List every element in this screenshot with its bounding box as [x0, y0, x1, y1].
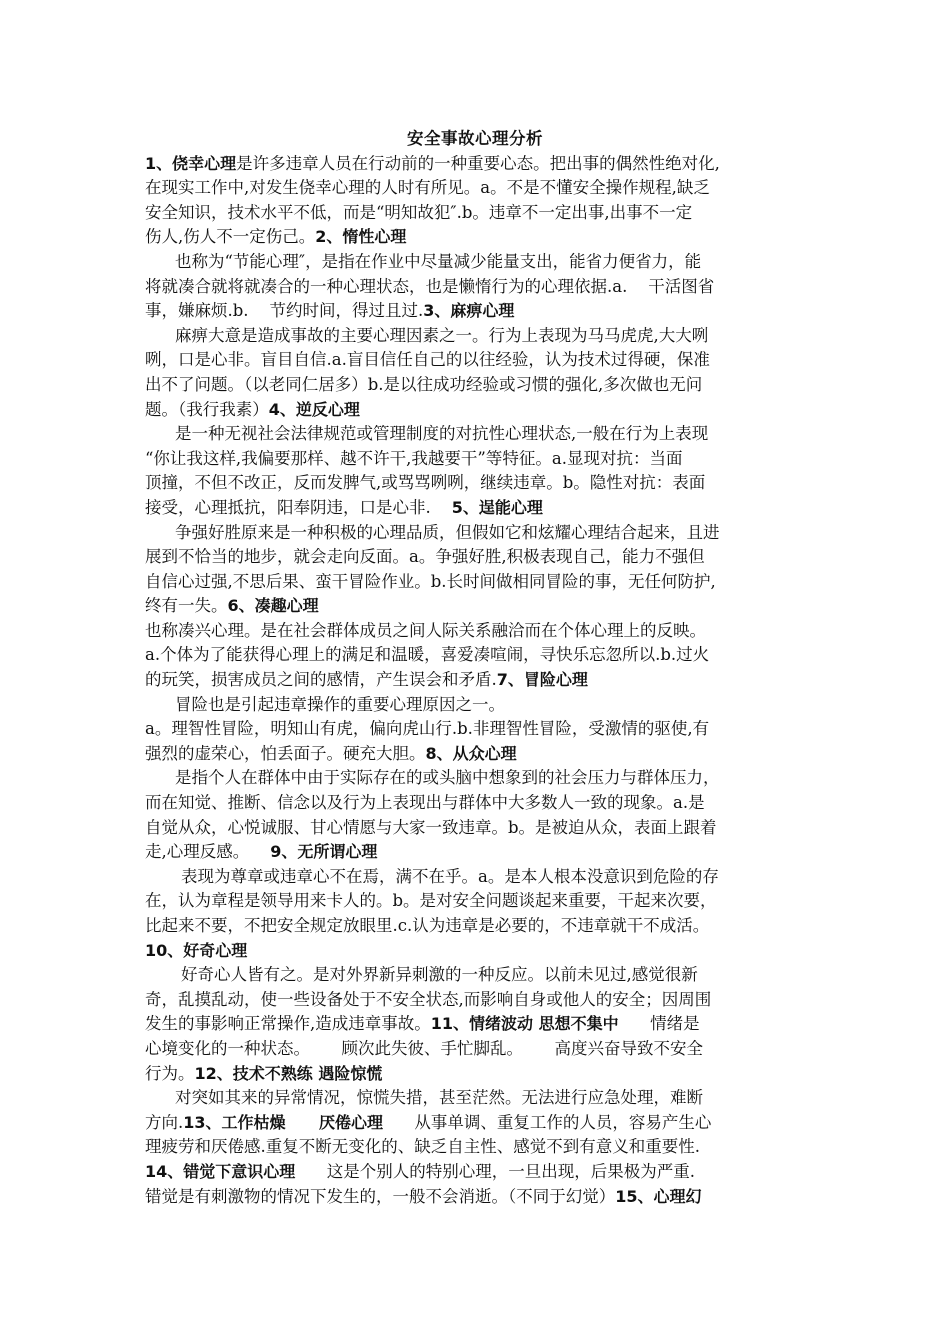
text-line [145, 299, 805, 324]
body-text: 对突如其来的异常情况，惊慌失措，甚至茫然。无法进行应急处理，难断 [175, 1088, 703, 1108]
text-line [145, 275, 805, 300]
body-text: 安全知识，技术水平不低，而是“明知故犯″.b。违章不一定出事,出事不一定 [145, 202, 693, 222]
body-text: 终有一失。 [145, 596, 228, 616]
document-title: 安全事故心理分析 [407, 129, 543, 148]
body-text: 强烈的虚荣心，怕丢面子。硬充大胆。 [145, 743, 426, 763]
text-line [145, 447, 805, 472]
section-heading: 15、心理幻 [615, 1186, 702, 1206]
text-line [145, 1062, 805, 1087]
body-text: “你让我这样,我偏要那样、越不许干,我越要干”等特征。a.显现对抗：当面 [145, 448, 683, 468]
text-line [145, 545, 805, 570]
body-text: 发生的事影响正常操作,造成违章事故。 [145, 1014, 431, 1034]
section-heading: 13、工作枯燥 厌倦心理 [183, 1112, 383, 1132]
text-line [145, 422, 805, 447]
body-text: a.个体为了能获得心理上的满足和温暖，喜爱凑喧闹，寻快乐忘忽所以.b.过火 [145, 645, 710, 665]
text-line [145, 791, 805, 816]
document-body [145, 152, 805, 1210]
text-line [145, 1111, 805, 1136]
body-text: 事，嫌麻烦.b. 节约时间，得过且过. [145, 301, 424, 321]
text-line [145, 201, 805, 226]
body-text: 行为。 [145, 1063, 195, 1083]
text-line [145, 324, 805, 349]
text-line [145, 963, 805, 988]
body-text: 咧，口是心非。盲目自信.a.盲目信任自己的以往经验，认为技术过得硬，保准 [145, 350, 710, 370]
text-line [145, 914, 805, 939]
body-text: 错觉是有刺激物的情况下发生的，一般不会消逝。（不同于幻觉） [145, 1186, 616, 1206]
body-text: a。理智性冒险，明知山有虎，偏向虎山行.b.非理智性冒险，受激情的驱使,有 [145, 719, 710, 739]
section-heading: 8、从众心理 [425, 743, 517, 763]
text-line [145, 521, 805, 546]
body-text: 好奇心人皆有之。是对外界新异刺激的一种反应。以前未见过,感觉很新 [181, 965, 698, 985]
body-text: 接受，心理抵抗，阳奉阴违，口是心非. [145, 497, 452, 517]
body-text: 这是个别人的特别心理，一旦出现，后果极为严重. [295, 1161, 695, 1181]
body-text: 也称为“节能心理″，是指在作业中尽量减少能量支出，能省力便省力，能 [175, 251, 702, 271]
body-text: 伤人,伤人不一定伤己。 [145, 227, 316, 247]
section-heading: 5、逞能心理 [451, 497, 543, 517]
text-line [145, 250, 805, 275]
text-line [145, 496, 805, 521]
body-text: 在现实工作中,对发生侥幸心理的人时有所见。a。不是不懂安全操作规程,缺乏 [145, 178, 710, 198]
text-line [145, 840, 805, 865]
section-heading: 11、情绪波动 思想不集中 [430, 1014, 619, 1034]
section-heading: 3、麻痹心理 [423, 301, 515, 321]
body-text: 心境变化的一种状态。 顾次此失彼、手忙脚乱。 高度兴奋导致不安全 [145, 1038, 703, 1058]
body-text: 题。（我行我素） [145, 399, 269, 419]
text-line [145, 1086, 805, 1111]
text-line [145, 471, 805, 496]
body-text: 从事单调、重复工作的人员，容易产生心 [382, 1112, 712, 1132]
text-line [145, 398, 805, 423]
body-text: 将就凑合就将就凑合的一种心理状态，也是懒惰行为的心理依据.a. 干活图省 [145, 276, 715, 296]
section-heading: 2、惰性心理 [315, 227, 407, 247]
body-text: 是许多违章人员在行动前的一种重要心态。把出事的偶然性绝对化, [236, 153, 720, 173]
text-line [145, 668, 805, 693]
body-text: 也称凑兴心理。是在社会群体成员之间人际关系融洽而在个体心理上的反映。 [145, 620, 706, 640]
body-text: 争强好胜原来是一种积极的心理品质，但假如它和炫耀心理结合起来，且进 [175, 522, 720, 542]
body-text: 的玩笑，损害成员之间的感情，产生误会和矛盾. [145, 670, 497, 690]
text-line [145, 1185, 805, 1210]
body-text: 走,心理反感。 [145, 842, 271, 862]
section-heading: 10、好奇心理 [145, 940, 248, 960]
text-line [145, 176, 805, 201]
section-heading: 9、无所谓心理 [270, 842, 378, 862]
text-line [145, 619, 805, 644]
text-line [145, 693, 805, 718]
body-text: 比起来不要，不把安全规定放眼里.c.认为违章是必要的，不违章就干不成活。 [145, 916, 710, 935]
text-line [145, 225, 805, 250]
text-line [145, 1012, 805, 1037]
text-line [145, 570, 805, 595]
section-heading: 1、侥幸心理 [145, 153, 237, 173]
text-line [145, 742, 805, 767]
text-line [145, 348, 805, 373]
section-heading: 14、错觉下意识心理 [145, 1161, 296, 1181]
body-text: 顶撞，不但不改正，反而发脾气,或骂骂咧咧，继续违章。b。隐性对抗：表面 [145, 473, 706, 493]
text-line [145, 152, 805, 177]
body-text: 自觉从众，心悦诚服、甘心情愿与大家一致违章。b。是被迫从众，表面上跟着 [145, 817, 717, 837]
section-heading: 4、逆反心理 [268, 399, 360, 419]
body-text: 而在知觉、推断、信念以及行为上表现出与群体中大多数人一致的现象。a.是 [145, 793, 705, 813]
body-text: 麻痹大意是造成事故的主要心理因素之一。行为上表现为马马虎虎,大大咧 [175, 325, 709, 345]
body-text: 出不了问题。（以老同仁居多）b.是以往成功经验或习惯的强化,多次做也无问 [145, 374, 703, 394]
body-text: 理疲劳和厌倦感.重复不断无变化的、缺乏自主性、感觉不到有意义和重要性. [145, 1137, 700, 1157]
body-text: 情绪是 [618, 1014, 700, 1034]
text-line [145, 889, 805, 914]
document-page [145, 127, 805, 1209]
section-heading: 7、冒险心理 [496, 670, 588, 690]
body-text: 自信心过强,不思后果、蛮干冒险作业。b.长时间做相同冒险的事，无任何防护, [145, 571, 716, 591]
text-line [145, 643, 805, 668]
section-heading: 6、凑趣心理 [227, 596, 319, 616]
body-text: 冒险也是引起违章操作的重要心理原因之一。 [175, 694, 505, 714]
text-line [145, 594, 805, 619]
section-heading: 12、技术不熟练 遇险惊慌 [194, 1063, 383, 1083]
body-text: 奇，乱摸乱动，使一些设备处于不安全状态,而影响自身或他人的安全；因周围 [145, 989, 712, 1009]
body-text: 展到不恰当的地步，就会走向反面。a。争强好胜,积极表现自己，能力不强但 [145, 547, 705, 567]
text-line [145, 939, 805, 964]
text-line [145, 1135, 805, 1160]
body-text: 表现为尊章或违章心不在焉，满不在乎。a。是本人根本没意识到危险的存 [181, 866, 719, 886]
text-line [145, 816, 805, 841]
text-line [145, 373, 805, 398]
text-line [145, 1037, 805, 1062]
text-line [145, 766, 805, 791]
body-text: 是一种无视社会法律规范或管理制度的对抗性心理状态,一般在行为上表现 [175, 424, 709, 444]
text-line [145, 1160, 805, 1185]
text-line [145, 717, 805, 742]
body-text: 是指个人在群体中由于实际存在的或头脑中想象到的社会压力与群体压力， [175, 768, 720, 788]
text-line [145, 988, 805, 1013]
body-text: 方向. [145, 1112, 184, 1132]
text-line [145, 865, 805, 890]
body-text: 在，认为章程是领导用来卡人的。b。是对安全问题谈起来重要，干起来次要， [145, 891, 717, 911]
